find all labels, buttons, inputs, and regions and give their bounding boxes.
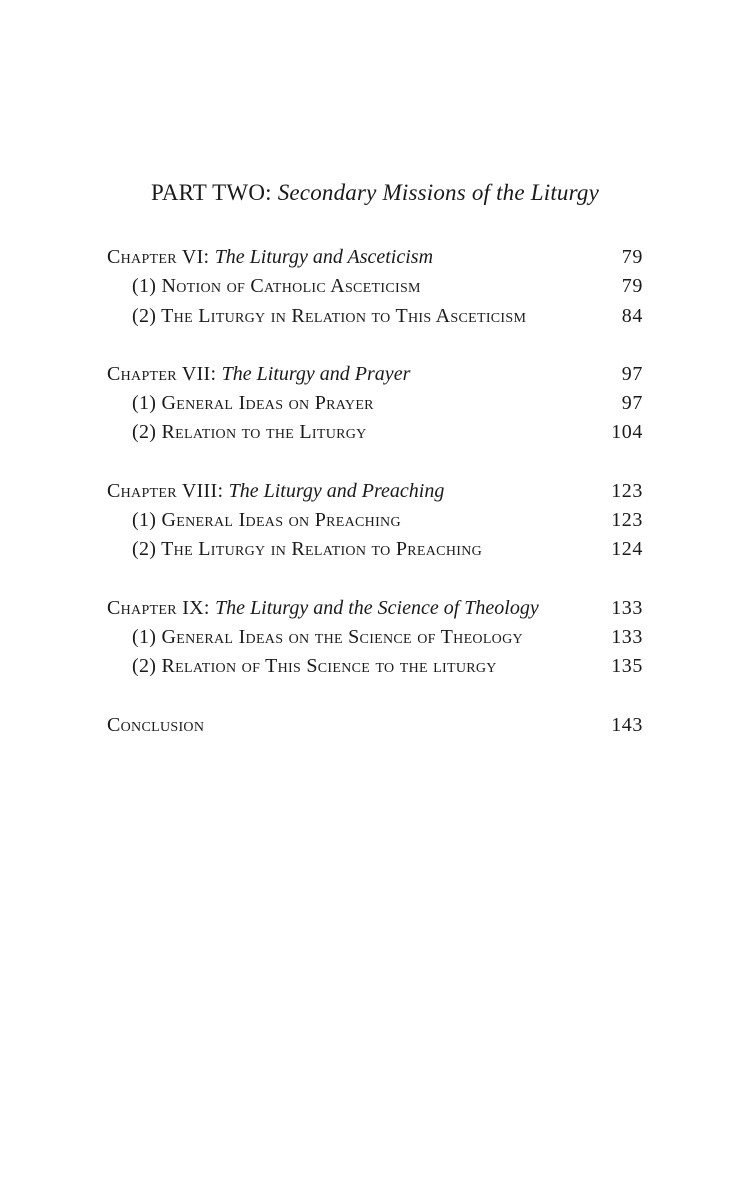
section-title: (1) General Ideas on Prayer (132, 392, 374, 415)
chapter-label: Chapter VIII: (107, 479, 229, 502)
chapter-label: Chapter VI: (107, 246, 215, 268)
section-title: (1) General Ideas on the Science of Theology (132, 625, 523, 648)
section-title: (1) General Ideas on Preaching (132, 509, 401, 532)
chapter-title: The Liturgy and Preaching (228, 479, 445, 502)
page-number: 133 (611, 625, 643, 648)
page-number: 79 (621, 246, 643, 268)
part-label: PART TWO: (150, 180, 278, 205)
toc-entry-section[interactable] (107, 302, 643, 331)
page-number: 123 (611, 479, 643, 502)
toc-entry-section[interactable] (107, 418, 643, 447)
section-title: (2) The Liturgy in Relation to Preaching (132, 538, 483, 561)
page-number: 124 (611, 538, 643, 561)
toc-entry-section[interactable] (107, 272, 643, 301)
chapter-block-9 (107, 594, 643, 682)
toc-entry-conclusion[interactable] (107, 711, 643, 740)
page-number: 135 (611, 655, 643, 678)
part-title: Secondary Missions of the Liturgy (277, 180, 600, 205)
chapter-title: The Liturgy and Asceticism (214, 246, 434, 268)
toc-entry-chapter[interactable] (107, 594, 643, 623)
chapter-title: The Liturgy and Prayer (221, 362, 411, 385)
chapter-label: Chapter IX: (107, 596, 216, 619)
toc-entry-chapter[interactable] (107, 243, 643, 272)
page-number: 143 (611, 713, 643, 736)
toc-entry-section[interactable] (107, 652, 643, 681)
section-title: (1) Notion of Catholic Asceticism (132, 275, 421, 298)
section-title: (2) Relation of This Science to the liturgy (132, 655, 497, 678)
toc-list (107, 243, 643, 769)
section-title: (2) Relation to the Liturgy (132, 421, 367, 444)
section-title: (2) The Liturgy in Relation to This Asceticism (132, 304, 527, 327)
page-number: 84 (621, 304, 643, 327)
toc-entry-section[interactable] (107, 535, 643, 564)
toc-entry-chapter[interactable] (107, 477, 643, 506)
chapter-block-8 (107, 477, 643, 565)
page-number: 104 (611, 421, 643, 444)
toc-entry-section[interactable] (107, 506, 643, 535)
part-heading (107, 180, 643, 206)
toc-entry-section[interactable] (107, 389, 643, 418)
chapter-block-6 (107, 243, 643, 331)
page-number: 97 (621, 392, 643, 415)
page-number: 133 (611, 596, 643, 619)
chapter-label: Chapter VII: (107, 362, 222, 385)
toc-entry-chapter[interactable] (107, 360, 643, 389)
page-number: 79 (621, 275, 643, 298)
page-number: 97 (621, 362, 643, 385)
conclusion-block (107, 711, 643, 740)
chapter-title: The Liturgy and the Science of Theology (215, 596, 539, 619)
chapter-block-7 (107, 360, 643, 448)
toc-entry-section[interactable] (107, 623, 643, 652)
conclusion-label: Conclusion (107, 713, 205, 736)
page-number: 123 (611, 509, 643, 532)
